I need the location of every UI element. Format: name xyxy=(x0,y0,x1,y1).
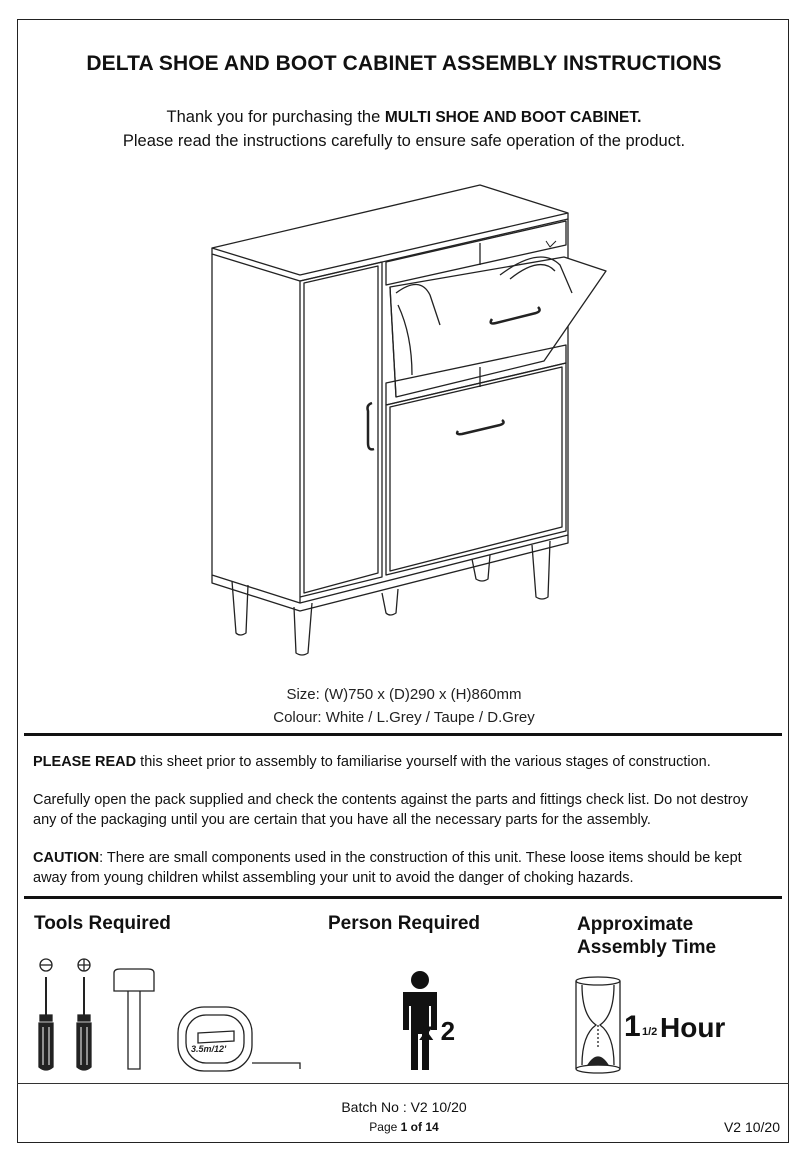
product-size: Size: (W)750 x (D)290 x (H)860mm xyxy=(286,686,522,703)
page-number xyxy=(0,1120,808,1134)
assembly-time-heading-line2: Assembly Time xyxy=(577,937,717,958)
caution-text: : There are small components used in the construction of this unit. These loose items should be kept away from young children whilst assembling your unit to avoid the danger of choking hazards. xyxy=(33,850,742,886)
page-prefix: Page xyxy=(369,1120,401,1134)
product-colour: Colour: White / L.Grey / Taupe / D.Grey xyxy=(273,709,535,726)
time-fraction: 1/2 xyxy=(642,1026,658,1038)
intro-product-name: MULTI SHOE AND BOOT CABINET. xyxy=(384,109,642,126)
phillips-screwdriver-icon xyxy=(77,959,91,1070)
person-count: x 2 xyxy=(419,1016,456,1046)
please-read-text: this sheet prior to assembly to familiarise yourself with the various stages of construction. xyxy=(136,754,711,770)
tape-measure-label: 3.5m/12' xyxy=(191,1044,227,1054)
page-current: 1 xyxy=(400,1120,408,1134)
tools-required-heading: Tools Required xyxy=(34,913,171,934)
careful-open-note: Carefully open the pack supplied and check the contents against the parts and fittings check list. Do not destroy any of the packaging until you are certain that you have all the necessary parts for the assembly. xyxy=(33,792,748,828)
divider-top xyxy=(24,733,782,736)
caution-note xyxy=(33,848,773,888)
assembly-time-heading xyxy=(577,913,716,959)
intro-prefix: Thank you for purchasing the xyxy=(166,108,385,126)
intro-line-2: Please read the instructions carefully to ensure safe operation of the product. xyxy=(122,132,686,150)
caution-bold: CAUTION xyxy=(33,850,100,866)
hourglass-icon xyxy=(572,975,624,1075)
divider-middle xyxy=(24,896,782,899)
flathead-screwdriver-icon xyxy=(39,959,53,1070)
hammer-icon xyxy=(114,969,154,1069)
cabinet-illustration xyxy=(200,175,620,665)
time-whole: 1 xyxy=(624,1010,641,1043)
time-unit: Hour xyxy=(660,1012,726,1043)
person-required-heading: Person Required xyxy=(328,913,481,934)
batch-number: Batch No : V2 10/20 xyxy=(341,1099,467,1115)
assembly-time-heading-line1: Approximate xyxy=(577,914,694,935)
page-title: DELTA SHOE AND BOOT CABINET ASSEMBLY INSTRUCTIONS xyxy=(86,52,722,75)
please-read-bold: PLEASE READ xyxy=(33,754,137,770)
version-label: V2 10/20 xyxy=(723,1119,780,1135)
tape-measure-icon xyxy=(178,1007,300,1071)
footer-divider xyxy=(17,1083,789,1084)
intro-line-1 xyxy=(0,108,808,127)
please-read-note xyxy=(33,752,773,772)
page-total: 14 xyxy=(425,1120,439,1134)
page-of: of xyxy=(407,1120,426,1134)
tools-illustration xyxy=(30,955,310,1075)
